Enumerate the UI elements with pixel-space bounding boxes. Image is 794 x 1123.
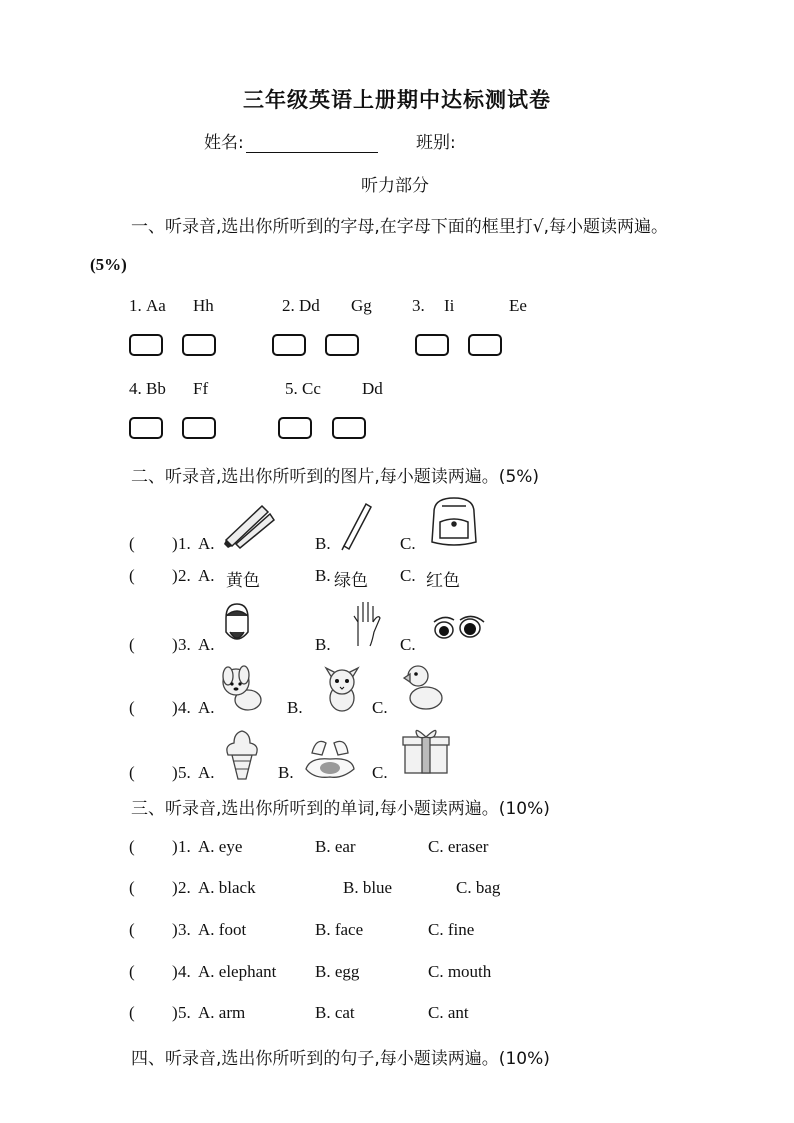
eyes-icon [432, 616, 486, 642]
p3-q2-b: B. blue [343, 878, 393, 897]
p3-q3-b: B. face [315, 920, 364, 939]
p3-q2-c: C. bag [456, 878, 501, 897]
ice-cream-icon [222, 727, 262, 781]
p1-q2-a: Dd [299, 296, 320, 315]
paren-open: ( [129, 962, 135, 981]
paren-close: ) [172, 837, 178, 856]
p3-q5-b: B. cat [315, 1003, 355, 1022]
p2-q1-num: 1. [178, 534, 191, 553]
paren-open: ( [129, 763, 135, 782]
p2-q2-c-text: 红色 [426, 571, 460, 591]
paren-close: ) [172, 763, 178, 782]
name-blank[interactable] [246, 134, 378, 153]
answer-box[interactable] [129, 417, 163, 439]
p3-q1-num: 1. [178, 837, 191, 856]
p3-q2-num: 2. [178, 878, 191, 897]
p2-q5-b: B. [278, 763, 294, 782]
p1-q2-num: 2. [282, 296, 295, 315]
p1-q3-num: 3. [412, 296, 425, 315]
p2-q2-b: B. [315, 566, 331, 585]
p3-q4-num: 4. [178, 962, 191, 981]
p2-q1-b: B. [315, 534, 331, 553]
paren-open: ( [129, 1003, 135, 1022]
p3-q1-c: C. eraser [428, 837, 489, 856]
name-field[interactable] [204, 128, 378, 153]
gift-box-icon [401, 725, 451, 775]
answer-box[interactable] [272, 334, 306, 356]
p3-q5-num: 5. [178, 1003, 191, 1022]
p1-q4-num: 4. [129, 379, 142, 398]
p3-q5-c: C. ant [428, 1003, 469, 1022]
p2-q1-c: C. [400, 534, 416, 553]
paren-close: ) [172, 920, 178, 939]
p1-q5-a: Cc [302, 379, 321, 398]
p3-q3-c: C. fine [428, 920, 475, 939]
p1-q5-b: Dd [362, 379, 383, 398]
p1-q1-num: 1. [129, 296, 142, 315]
p2-q5-c: C. [372, 763, 388, 782]
p2-q2-a-text: 黄色 [226, 571, 260, 591]
p3-q4-c: C. mouth [428, 962, 492, 981]
answer-box[interactable] [182, 417, 216, 439]
p2-q3-num: 3. [178, 635, 191, 654]
section-title: 听力部分 [361, 176, 429, 196]
p3-q3-num: 3. [178, 920, 191, 939]
paren-close: ) [172, 566, 178, 585]
hand-icon [350, 598, 386, 648]
paren-open: ( [129, 878, 135, 897]
p2-q1-a: A. [198, 534, 215, 553]
page-title: 三年级英语上册期中达标测试卷 [243, 88, 551, 112]
p1-q1-b: Hh [193, 296, 214, 315]
p3-q5-a: A. arm [198, 1003, 246, 1022]
part3-instruction: 三、听录音,选出你所听到的单词,每小题读两遍。(10%) [131, 799, 550, 819]
paren-close: ) [172, 878, 178, 897]
paren-close: ) [172, 534, 178, 553]
p1-q5-num: 5. [285, 379, 298, 398]
paren-open: ( [129, 698, 135, 717]
cat-icon [318, 660, 364, 714]
pen-icon [340, 500, 376, 550]
part1-score: (5%) [90, 255, 127, 274]
p3-q4-a: A. elephant [198, 962, 277, 981]
p2-q3-c: C. [400, 635, 416, 654]
p1-q4-a: Bb [146, 379, 166, 398]
p2-q5-num: 5. [178, 763, 191, 782]
face-icon [222, 602, 252, 646]
answer-box[interactable] [325, 334, 359, 356]
p2-q3-b: B. [315, 635, 331, 654]
paren-open: ( [129, 566, 135, 585]
answer-box[interactable] [468, 334, 502, 356]
p1-q3-a: Ii [444, 296, 455, 315]
dog-icon [218, 664, 264, 714]
pencils-icon [222, 500, 278, 550]
p3-q4-b: B. egg [315, 962, 360, 981]
p3-q1-b: B. ear [315, 837, 356, 856]
p3-q3-a: A. foot [198, 920, 247, 939]
backpack-icon [426, 494, 482, 550]
answer-box[interactable] [332, 417, 366, 439]
p1-q4-b: Ff [193, 379, 209, 398]
paren-close: ) [172, 635, 178, 654]
p1-q3-b: Ee [509, 296, 527, 315]
paren-open: ( [129, 837, 135, 856]
paren-open: ( [129, 534, 135, 553]
egg-icon [302, 733, 358, 779]
p2-q4-b: B. [287, 698, 303, 717]
p2-q2-c: C. [400, 566, 416, 585]
part2-instruction: 二、听录音,选出你所听到的图片,每小题读两遍。(5%) [131, 467, 540, 487]
p2-q2-b-text: 绿色 [334, 571, 368, 591]
p2-q4-a: A. [198, 698, 215, 717]
name-label: 姓名: [204, 133, 244, 153]
paren-open: ( [129, 635, 135, 654]
answer-box[interactable] [129, 334, 163, 356]
part1-instruction: 一、听录音,选出你所听到的字母,在字母下面的框里打√,每小题读两遍。 [131, 217, 669, 237]
p3-q2-a: A. black [198, 878, 256, 897]
paren-close: ) [172, 1003, 178, 1022]
paren-close: ) [172, 698, 178, 717]
paren-close: ) [172, 962, 178, 981]
p2-q4-num: 4. [178, 698, 191, 717]
p2-q5-a: A. [198, 763, 215, 782]
p1-q2-b: Gg [351, 296, 372, 315]
class-label: 班别: [416, 133, 456, 153]
p2-q3-a: A. [198, 635, 215, 654]
answer-box[interactable] [278, 417, 312, 439]
p1-q1-a: Aa [146, 296, 166, 315]
duck-icon [400, 660, 448, 714]
answer-box[interactable] [182, 334, 216, 356]
paren-open: ( [129, 920, 135, 939]
p2-q4-c: C. [372, 698, 388, 717]
part4-instruction: 四、听录音,选出你所听到的句子,每小题读两遍。(10%) [131, 1049, 550, 1069]
p2-q2-a: A. [198, 566, 215, 585]
p2-q2-num: 2. [178, 566, 191, 585]
answer-box[interactable] [415, 334, 449, 356]
p3-q1-a: A. eye [198, 837, 243, 856]
